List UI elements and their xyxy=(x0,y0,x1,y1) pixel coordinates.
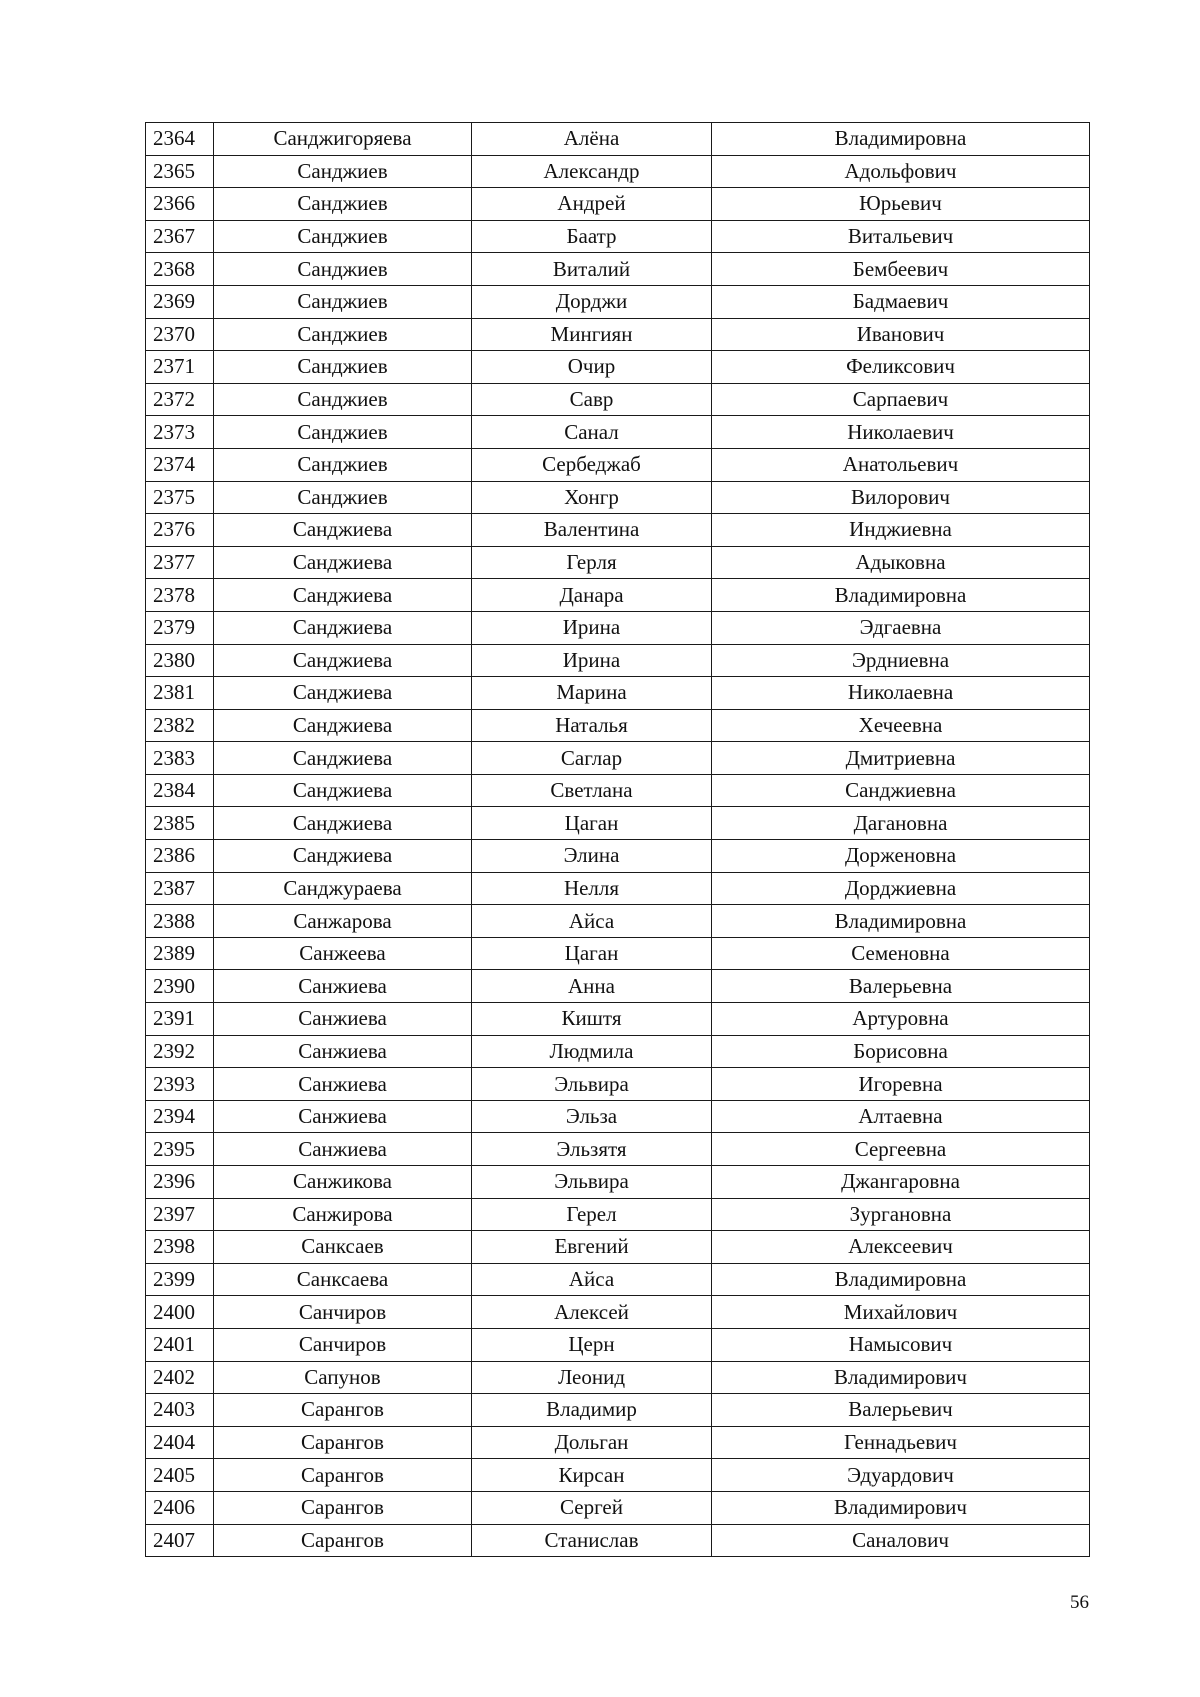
patronymic-cell: Сергеевна xyxy=(712,1133,1090,1166)
patronymic-cell: Адольфович xyxy=(712,155,1090,188)
row-number-cell: 2397 xyxy=(146,1198,214,1231)
row-number-cell: 2395 xyxy=(146,1133,214,1166)
patronymic-cell: Николаевич xyxy=(712,416,1090,449)
first-name-cell: Очир xyxy=(472,351,712,384)
row-number-cell: 2372 xyxy=(146,383,214,416)
surname-cell: Санжиева xyxy=(214,1068,472,1101)
patronymic-cell: Валерьевна xyxy=(712,970,1090,1003)
surname-cell: Санджиев xyxy=(214,383,472,416)
patronymic-cell: Михайлович xyxy=(712,1296,1090,1329)
row-number-cell: 2370 xyxy=(146,318,214,351)
patronymic-cell: Дорджиевна xyxy=(712,872,1090,905)
patronymic-cell: Алтаевна xyxy=(712,1100,1090,1133)
patronymic-cell: Феликсович xyxy=(712,351,1090,384)
table-row xyxy=(146,1166,1090,1199)
row-number-cell: 2385 xyxy=(146,807,214,840)
surname-cell: Санджиева xyxy=(214,807,472,840)
first-name-cell: Эльвира xyxy=(472,1166,712,1199)
row-number-cell: 2375 xyxy=(146,481,214,514)
row-number-cell: 2400 xyxy=(146,1296,214,1329)
patronymic-cell: Геннадьевич xyxy=(712,1426,1090,1459)
first-name-cell: Наталья xyxy=(472,709,712,742)
first-name-cell: Герля xyxy=(472,546,712,579)
table-row xyxy=(146,1296,1090,1329)
first-name-cell: Ирина xyxy=(472,644,712,677)
table-row xyxy=(146,1491,1090,1524)
row-number-cell: 2391 xyxy=(146,1003,214,1036)
surname-cell: Санджигоряева xyxy=(214,123,472,156)
surname-cell: Санджиева xyxy=(214,774,472,807)
surname-cell: Санджиев xyxy=(214,253,472,286)
surname-cell: Санджиев xyxy=(214,416,472,449)
table-row xyxy=(146,579,1090,612)
surname-cell: Сарангов xyxy=(214,1394,472,1427)
table-row xyxy=(146,123,1090,156)
row-number-cell: 2387 xyxy=(146,872,214,905)
table-row xyxy=(146,1361,1090,1394)
first-name-cell: Владимир xyxy=(472,1394,712,1427)
roster-body xyxy=(146,123,1090,1557)
patronymic-cell: Адыковна xyxy=(712,546,1090,579)
row-number-cell: 2378 xyxy=(146,579,214,612)
table-row xyxy=(146,742,1090,775)
surname-cell: Санджиева xyxy=(214,579,472,612)
patronymic-cell: Семеновна xyxy=(712,937,1090,970)
table-row xyxy=(146,1263,1090,1296)
first-name-cell: Савр xyxy=(472,383,712,416)
first-name-cell: Светлана xyxy=(472,774,712,807)
table-row xyxy=(146,709,1090,742)
row-number-cell: 2377 xyxy=(146,546,214,579)
first-name-cell: Хонгр xyxy=(472,481,712,514)
surname-cell: Санксаев xyxy=(214,1231,472,1264)
first-name-cell: Людмила xyxy=(472,1035,712,1068)
first-name-cell: Данара xyxy=(472,579,712,612)
surname-cell: Санджиева xyxy=(214,644,472,677)
table-row xyxy=(146,1394,1090,1427)
patronymic-cell: Владимировна xyxy=(712,579,1090,612)
surname-cell: Санджиев xyxy=(214,351,472,384)
first-name-cell: Дорджи xyxy=(472,285,712,318)
surname-cell: Санжиева xyxy=(214,1003,472,1036)
patronymic-cell: Эдгаевна xyxy=(712,611,1090,644)
first-name-cell: Айса xyxy=(472,1263,712,1296)
first-name-cell: Айса xyxy=(472,905,712,938)
row-number-cell: 2398 xyxy=(146,1231,214,1264)
first-name-cell: Мингиян xyxy=(472,318,712,351)
first-name-cell: Алёна xyxy=(472,123,712,156)
row-number-cell: 2383 xyxy=(146,742,214,775)
surname-cell: Санчиров xyxy=(214,1328,472,1361)
table-row xyxy=(146,188,1090,221)
row-number-cell: 2396 xyxy=(146,1166,214,1199)
patronymic-cell: Намысович xyxy=(712,1328,1090,1361)
table-row xyxy=(146,285,1090,318)
surname-cell: Сарангов xyxy=(214,1491,472,1524)
row-number-cell: 2373 xyxy=(146,416,214,449)
table-row xyxy=(146,220,1090,253)
table-row xyxy=(146,253,1090,286)
table-row xyxy=(146,481,1090,514)
surname-cell: Санджиева xyxy=(214,742,472,775)
surname-cell: Санжарова xyxy=(214,905,472,938)
surname-cell: Санджиева xyxy=(214,709,472,742)
first-name-cell: Валентина xyxy=(472,514,712,547)
table-row xyxy=(146,1524,1090,1557)
first-name-cell: Элина xyxy=(472,840,712,873)
first-name-cell: Андрей xyxy=(472,188,712,221)
surname-cell: Санжеева xyxy=(214,937,472,970)
patronymic-cell: Сарпаевич xyxy=(712,383,1090,416)
patronymic-cell: Борисовна xyxy=(712,1035,1090,1068)
row-number-cell: 2401 xyxy=(146,1328,214,1361)
table-row xyxy=(146,872,1090,905)
row-number-cell: 2368 xyxy=(146,253,214,286)
surname-cell: Санчиров xyxy=(214,1296,472,1329)
row-number-cell: 2366 xyxy=(146,188,214,221)
patronymic-cell: Валерьевич xyxy=(712,1394,1090,1427)
first-name-cell: Цаган xyxy=(472,807,712,840)
patronymic-cell: Владимирович xyxy=(712,1361,1090,1394)
first-name-cell: Анна xyxy=(472,970,712,1003)
first-name-cell: Цаган xyxy=(472,937,712,970)
row-number-cell: 2404 xyxy=(146,1426,214,1459)
patronymic-cell: Зургановна xyxy=(712,1198,1090,1231)
row-number-cell: 2392 xyxy=(146,1035,214,1068)
table-row xyxy=(146,448,1090,481)
first-name-cell: Ирина xyxy=(472,611,712,644)
first-name-cell: Эльза xyxy=(472,1100,712,1133)
table-row xyxy=(146,644,1090,677)
table-row xyxy=(146,905,1090,938)
surname-cell: Санджиев xyxy=(214,448,472,481)
surname-cell: Санжиева xyxy=(214,1035,472,1068)
first-name-cell: Марина xyxy=(472,677,712,710)
row-number-cell: 2369 xyxy=(146,285,214,318)
table-row xyxy=(146,1068,1090,1101)
row-number-cell: 2386 xyxy=(146,840,214,873)
patronymic-cell: Эрдниевна xyxy=(712,644,1090,677)
surname-cell: Санджиева xyxy=(214,611,472,644)
surname-cell: Сапунов xyxy=(214,1361,472,1394)
table-row xyxy=(146,155,1090,188)
table-row xyxy=(146,937,1090,970)
table-row xyxy=(146,774,1090,807)
patronymic-cell: Хечеевна xyxy=(712,709,1090,742)
patronymic-cell: Дагановна xyxy=(712,807,1090,840)
patronymic-cell: Саналович xyxy=(712,1524,1090,1557)
row-number-cell: 2374 xyxy=(146,448,214,481)
first-name-cell: Сергей xyxy=(472,1491,712,1524)
row-number-cell: 2384 xyxy=(146,774,214,807)
table-row xyxy=(146,1198,1090,1231)
row-number-cell: 2393 xyxy=(146,1068,214,1101)
surname-cell: Санджиева xyxy=(214,677,472,710)
surname-cell: Санджиев xyxy=(214,220,472,253)
first-name-cell: Виталий xyxy=(472,253,712,286)
first-name-cell: Станислав xyxy=(472,1524,712,1557)
surname-cell: Санжирова xyxy=(214,1198,472,1231)
table-row xyxy=(146,1328,1090,1361)
patronymic-cell: Анатольевич xyxy=(712,448,1090,481)
row-number-cell: 2399 xyxy=(146,1263,214,1296)
table-row xyxy=(146,677,1090,710)
surname-cell: Санджураева xyxy=(214,872,472,905)
table-row xyxy=(146,970,1090,1003)
table-row xyxy=(146,1459,1090,1492)
patronymic-cell: Джангаровна xyxy=(712,1166,1090,1199)
table-row xyxy=(146,546,1090,579)
surname-cell: Санжиева xyxy=(214,970,472,1003)
first-name-cell: Алексей xyxy=(472,1296,712,1329)
surname-cell: Санджиев xyxy=(214,188,472,221)
first-name-cell: Саглар xyxy=(472,742,712,775)
surname-cell: Сарангов xyxy=(214,1524,472,1557)
row-number-cell: 2367 xyxy=(146,220,214,253)
row-number-cell: 2394 xyxy=(146,1100,214,1133)
patronymic-cell: Игоревна xyxy=(712,1068,1090,1101)
row-number-cell: 2371 xyxy=(146,351,214,384)
surname-cell: Санжиева xyxy=(214,1100,472,1133)
patronymic-cell: Николаевна xyxy=(712,677,1090,710)
table-row xyxy=(146,840,1090,873)
surname-cell: Санджиева xyxy=(214,514,472,547)
surname-cell: Санджиев xyxy=(214,481,472,514)
first-name-cell: Киштя xyxy=(472,1003,712,1036)
table-row xyxy=(146,1003,1090,1036)
surname-cell: Санджиев xyxy=(214,285,472,318)
row-number-cell: 2379 xyxy=(146,611,214,644)
patronymic-cell: Артуровна xyxy=(712,1003,1090,1036)
row-number-cell: 2380 xyxy=(146,644,214,677)
table-row xyxy=(146,351,1090,384)
patronymic-cell: Инджиевна xyxy=(712,514,1090,547)
row-number-cell: 2406 xyxy=(146,1491,214,1524)
table-row xyxy=(146,611,1090,644)
first-name-cell: Баатр xyxy=(472,220,712,253)
patronymic-cell: Бембеевич xyxy=(712,253,1090,286)
row-number-cell: 2388 xyxy=(146,905,214,938)
first-name-cell: Герел xyxy=(472,1198,712,1231)
patronymic-cell: Вилорович xyxy=(712,481,1090,514)
surname-cell: Санжиева xyxy=(214,1133,472,1166)
table-row xyxy=(146,1035,1090,1068)
surname-cell: Санксаева xyxy=(214,1263,472,1296)
patronymic-cell: Владимировна xyxy=(712,123,1090,156)
row-number-cell: 2382 xyxy=(146,709,214,742)
table-row xyxy=(146,318,1090,351)
patronymic-cell: Дмитриевна xyxy=(712,742,1090,775)
first-name-cell: Александр xyxy=(472,155,712,188)
patronymic-cell: Санджиевна xyxy=(712,774,1090,807)
first-name-cell: Церн xyxy=(472,1328,712,1361)
patronymic-cell: Юрьевич xyxy=(712,188,1090,221)
first-name-cell: Сербеджаб xyxy=(472,448,712,481)
row-number-cell: 2390 xyxy=(146,970,214,1003)
table-row xyxy=(146,1426,1090,1459)
surname-cell: Сарангов xyxy=(214,1459,472,1492)
first-name-cell: Эльзятя xyxy=(472,1133,712,1166)
page-number: 56 xyxy=(1070,1592,1089,1613)
table-row xyxy=(146,416,1090,449)
patronymic-cell: Иванович xyxy=(712,318,1090,351)
patronymic-cell: Владимировна xyxy=(712,1263,1090,1296)
table-row xyxy=(146,383,1090,416)
first-name-cell: Нелля xyxy=(472,872,712,905)
table-row xyxy=(146,514,1090,547)
first-name-cell: Эльвира xyxy=(472,1068,712,1101)
row-number-cell: 2376 xyxy=(146,514,214,547)
roster-table xyxy=(145,122,1090,1557)
row-number-cell: 2389 xyxy=(146,937,214,970)
patronymic-cell: Алексеевич xyxy=(712,1231,1090,1264)
patronymic-cell: Бадмаевич xyxy=(712,285,1090,318)
row-number-cell: 2405 xyxy=(146,1459,214,1492)
first-name-cell: Евгений xyxy=(472,1231,712,1264)
table-row xyxy=(146,1231,1090,1264)
first-name-cell: Кирсан xyxy=(472,1459,712,1492)
table-row xyxy=(146,1133,1090,1166)
surname-cell: Санджиева xyxy=(214,546,472,579)
first-name-cell: Санал xyxy=(472,416,712,449)
patronymic-cell: Витальевич xyxy=(712,220,1090,253)
row-number-cell: 2402 xyxy=(146,1361,214,1394)
surname-cell: Санджиева xyxy=(214,840,472,873)
patronymic-cell: Дорженовна xyxy=(712,840,1090,873)
row-number-cell: 2407 xyxy=(146,1524,214,1557)
table-row xyxy=(146,807,1090,840)
surname-cell: Сарангов xyxy=(214,1426,472,1459)
patronymic-cell: Владимирович xyxy=(712,1491,1090,1524)
first-name-cell: Дольган xyxy=(472,1426,712,1459)
row-number-cell: 2365 xyxy=(146,155,214,188)
patronymic-cell: Эдуардович xyxy=(712,1459,1090,1492)
surname-cell: Санджиев xyxy=(214,155,472,188)
row-number-cell: 2381 xyxy=(146,677,214,710)
first-name-cell: Леонид xyxy=(472,1361,712,1394)
row-number-cell: 2364 xyxy=(146,123,214,156)
surname-cell: Санжикова xyxy=(214,1166,472,1199)
row-number-cell: 2403 xyxy=(146,1394,214,1427)
surname-cell: Санджиев xyxy=(214,318,472,351)
patronymic-cell: Владимировна xyxy=(712,905,1090,938)
table-row xyxy=(146,1100,1090,1133)
